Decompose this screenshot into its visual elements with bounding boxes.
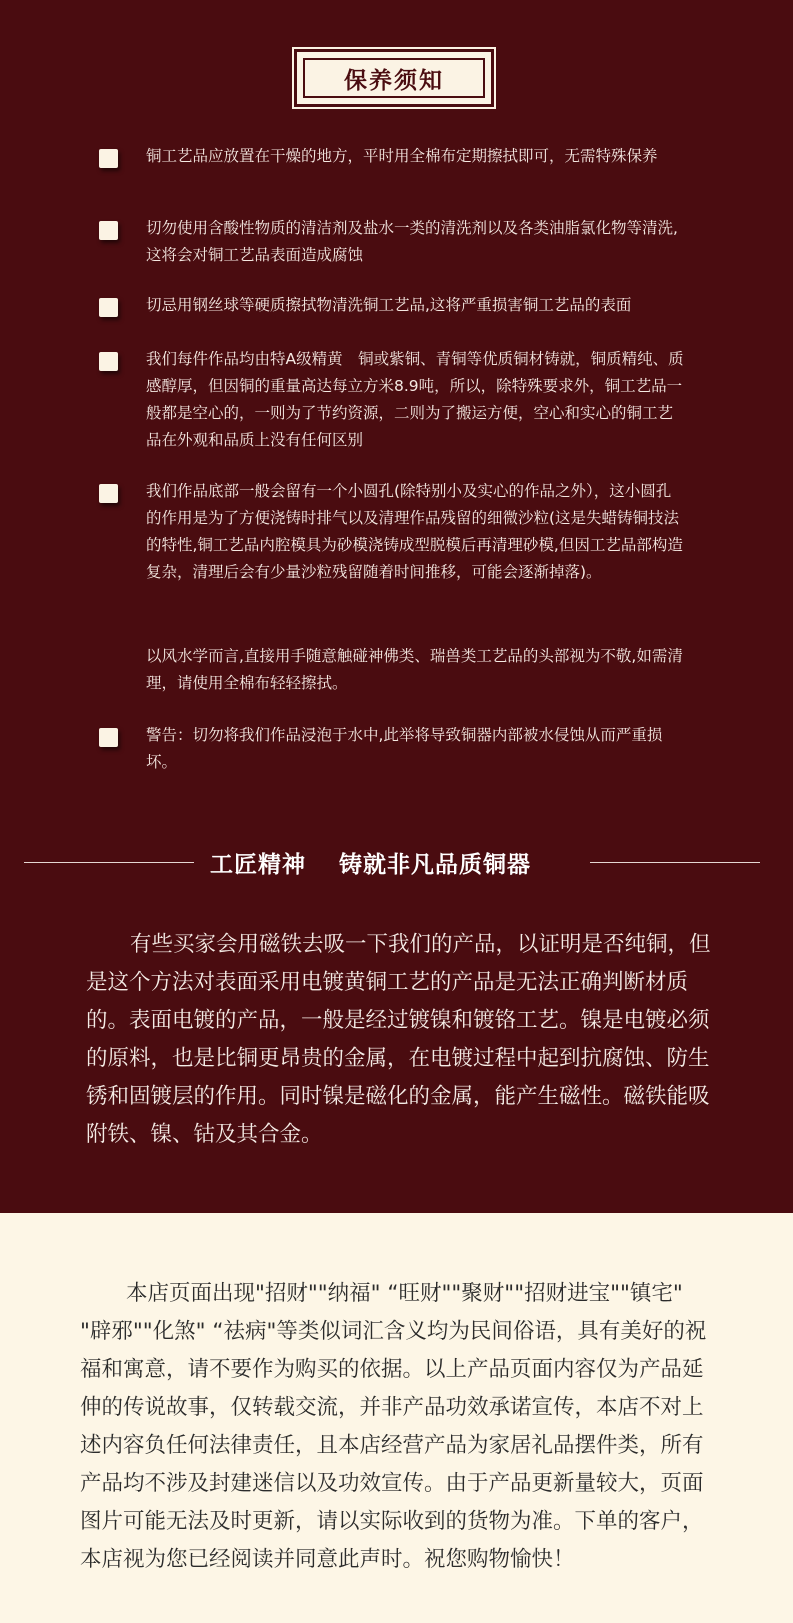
disclaimer-paragraph: 本店页面出现"招财""纳福" “旺财""聚财""招财进宝""镇宅" "辟邪""化煞" “祛病"等类似词汇含义均为民间俗语，具有美好的祝福和寓意，请不要作为购买的依据。以上产品页面内容仅为产品延伸的传说故事，仅转载交流，并非产品功效承诺宣传，本店不对上述内容负任何法律责任，且本店经营产品为家居礼品摆件类，所有产品均不涉及封建迷信以及功效宣传。由于产品更新量较大，页面图片可能无法及时更新，请以实际收到的货物为准。下单的客户，本店视为您已经阅读并同意此声时。祝您购物愉快！ (80, 1281, 707, 1572)
care-item-text: 以风水学而言,直接用手随意触碰神佛类、瑞兽类工艺品的头部视为不敬,如需清理，请使用全棉布轻轻擦拭。 (146, 647, 683, 692)
care-item-text: 切勿使用含酸性物质的清洁剂及盐水一类的清洗剂以及各类油脂氯化物等清洗,这将会对铜工艺品表面造成腐蚀 (146, 219, 678, 264)
divider (24, 862, 194, 863)
care-item-text: 切忌用钢丝球等硬质擦拭物清洗铜工艺品,这将严重损害铜工艺品的表面 (146, 296, 632, 314)
section-title: 工匠精神 铸就非凡品质铜器 (210, 851, 532, 878)
divider (590, 862, 760, 863)
section-heading (0, 840, 793, 880)
care-item-text: 铜工艺品应放置在干燥的地方，平时用全棉布定期擦拭即可，无需特殊保养 (146, 147, 658, 165)
square-bullet-icon (99, 352, 118, 371)
magnet-paragraph: 有些买家会用磁铁去吸一下我们的产品，以证明是否纯铜，但是这个方法对表面采用电镀黄铜工艺的产品是无法正确判断材质的。表面电镀的产品，一般是经过镀镍和镀铬工艺。镍是电镀必须的原料，也是比铜更昂贵的金属，在电镀过程中起到抗腐蚀、防生锈和固镀层的作用。同时镍是磁化的金属，能产生磁性。磁铁能吸附铁、镍、钴及其合金。 (86, 932, 711, 1147)
square-bullet-icon (99, 298, 118, 317)
care-title: 保养须知 (344, 66, 444, 94)
square-bullet-icon (99, 221, 118, 240)
care-item-text: 我们作品底部一般会留有一个小圆孔(除特别小及实心的作品之外），这小圆孔的作用是为了方便浇铸时排气以及清理作品残留的细微沙粒(这是失蜡铸铜技法的特性,铜工艺品内腔模具为砂模浇铸成型脱模后再清理砂模,但因工艺品部构造复杂，清理后会有少量沙粒残留随着时间推移，可能会逐渐掉落)。 (146, 482, 683, 581)
care-item-text: 警告：切勿将我们作品浸泡于水中,此举将导致铜器内部被水侵蚀从而严重损坏。 (146, 726, 663, 771)
care-item-text: 我们每件作品均由特A级精黄 铜或紫铜、青铜等优质铜材铸就，铜质精纯、质感醇厚，但因铜的重量高达每立方米8.9吨，所以，除特殊要求外，铜工艺品一般都是空心的，一则为了节约资源，二则为了搬运方便，空心和实心的铜工艺品在外观和品质上没有任何区别 (146, 350, 684, 449)
square-bullet-icon (99, 149, 118, 168)
care-title-badge (297, 52, 491, 104)
square-bullet-icon (99, 728, 118, 747)
square-bullet-icon (99, 484, 118, 503)
